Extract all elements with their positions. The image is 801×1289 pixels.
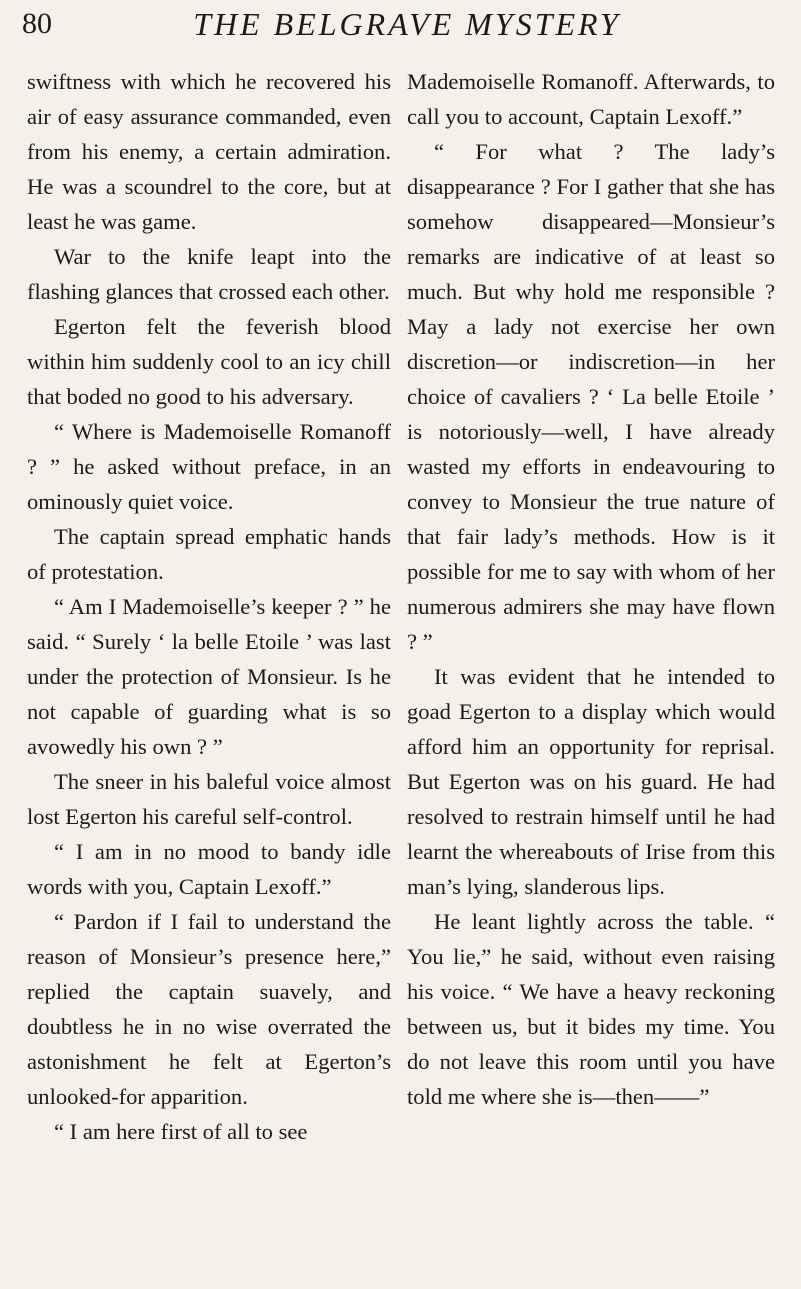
paragraph: “ For what ? The lady’s disappearance ? For I gather that she has somehow disappeared—Monsieur’s remarks are indicative of at least so much. But why hold me responsible ? May a lady not exercise her own discretion—or indiscretion—in her choice of cavaliers ? ‘ La belle Etoile ’ is notoriously—well, I have already wasted my efforts in endeavouring to convey to Monsieur the true nature of that fair lady’s methods. How is it possible for me to say with whom of her numerous admirers she may have flown ? ”	[407, 139, 775, 654]
paragraph: Mademoiselle Romanoff. Afterwards, to call you to account, Captain Lexoff.”	[407, 69, 775, 129]
paragraph: “ Am I Mademoiselle’s keeper ? ” he said. “ Surely ‘ la belle Etoile ’ was last under the protection of Monsieur. Is he not capable of guarding what is so avowedly his own ? ”	[27, 594, 391, 759]
paragraph: It was evident that he intended to goad Egerton to a display which would afford him an opportunity for reprisal. But Egerton was on his guard. He had resolved to restrain himself until he had learnt the whereabouts of Irise from this man’s lying, slanderous lips.	[407, 664, 775, 899]
paragraph: Egerton felt the feverish blood within him suddenly cool to an icy chill that boded no good to his adversary.	[27, 314, 391, 409]
right-column	[407, 64, 775, 1114]
paragraph: He leant lightly across the table. “ You lie,” he said, without even raising his voice. “ We have a heavy reckoning between us, but it bides my time. You do not leave this room until you have told me where she is—then——”	[407, 909, 775, 1109]
page-header	[22, 4, 792, 50]
paragraph: “ Where is Mademoiselle Romanoff ? ” he asked without preface, in an ominously quiet voice.	[27, 419, 391, 514]
paragraph: The captain spread emphatic hands of protestation.	[27, 524, 391, 584]
paragraph: The sneer in his baleful voice almost lost Egerton his careful self-control.	[27, 769, 391, 829]
running-title: THE BELGRAVE MYSTERY	[193, 6, 621, 42]
paragraph: swiftness with which he recovered his air of easy assurance commanded, even from his enemy, a certain admiration. He was a scoundrel to the core, but at least he was game.	[27, 69, 391, 234]
paragraph: War to the knife leapt into the flashing glances that crossed each other.	[27, 244, 391, 304]
left-column	[27, 64, 391, 1149]
page-number: 80	[22, 7, 52, 40]
paragraph: “ I am here first of all to see	[54, 1119, 308, 1144]
paragraph: “ Pardon if I fail to understand the reason of Monsieur’s presence here,” replied the captain suavely, and doubtless he in no wise overrated the astonishment he felt at Egerton’s unlooked-for apparition.	[27, 909, 391, 1109]
paragraph: “ I am in no mood to bandy idle words with you, Captain Lexoff.”	[27, 839, 391, 899]
